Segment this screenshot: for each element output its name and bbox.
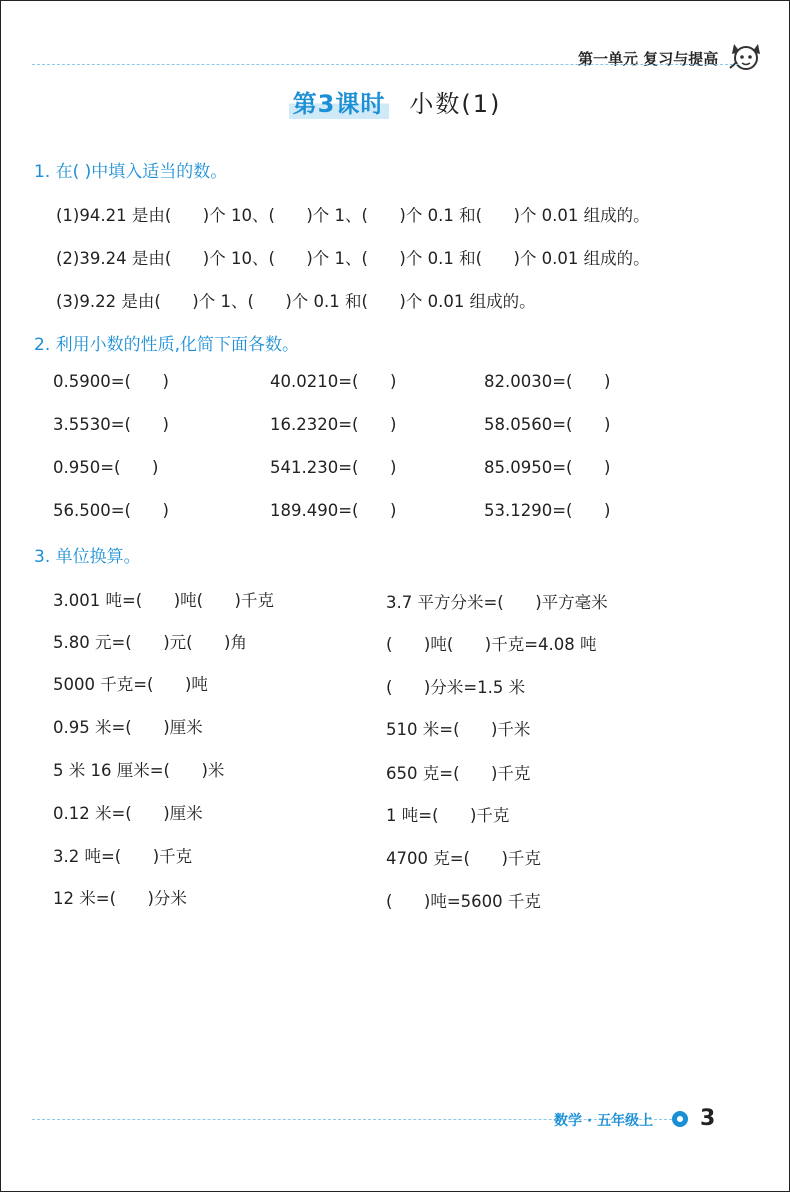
q2-item: 541.230=( )	[270, 458, 397, 477]
q3-item: 12 米=( )分米	[53, 889, 187, 908]
question-2-title: 2. 利用小数的性质,化简下面各数。	[34, 335, 300, 355]
q3-item: 1 吨=( )千克	[386, 806, 510, 825]
q3-item: ( )吨( )千克=4.08 吨	[386, 635, 597, 654]
footer-subject: 数学 · 五年级上	[554, 1113, 654, 1129]
unit-title: 第一单元 复习与提高	[578, 50, 719, 68]
q2-item: 3.5530=( )	[53, 415, 169, 434]
q1-item: (2)39.24 是由( )个 10、( )个 1、( )个 0.1 和( )个 0.01 组成的。	[56, 249, 650, 268]
q2-item: 189.490=( )	[270, 501, 397, 520]
q3-item: 4700 克=( )千克	[386, 849, 541, 868]
q1-item: (1)94.21 是由( )个 10、( )个 1、( )个 0.1 和( )个 0.01 组成的。	[56, 206, 650, 225]
q2-item: 0.950=( )	[53, 458, 159, 477]
q2-item: 40.0210=( )	[270, 372, 397, 391]
question-1-title: 1. 在( )中填入适当的数。	[34, 162, 228, 182]
q3-item: 5 米 16 厘米=( )米	[53, 761, 225, 780]
circle-bullet-icon	[672, 1111, 688, 1127]
lesson-topic: 小数(1)	[409, 90, 502, 118]
page-title	[0, 84, 790, 119]
lesson-label: 第3课时	[289, 84, 390, 119]
q2-item: 0.5900=( )	[53, 372, 169, 391]
q3-item: ( )吨=5600 千克	[386, 892, 541, 911]
q3-item: 510 米=( )千米	[386, 720, 531, 739]
q3-item: 5.80 元=( )元( )角	[53, 633, 247, 652]
q3-item: 0.12 米=( )厘米	[53, 804, 203, 823]
q3-item: 3.7 平方分米=( )平方毫米	[386, 593, 608, 612]
mascot-icon	[728, 38, 764, 74]
q3-item: 3.2 吨=( )千克	[53, 847, 193, 866]
q2-item: 56.500=( )	[53, 501, 169, 520]
page-number: 3	[700, 1106, 716, 1131]
q3-item: 5000 千克=( )吨	[53, 675, 208, 694]
q2-item: 82.0030=( )	[484, 372, 611, 391]
q2-item: 58.0560=( )	[484, 415, 611, 434]
question-3-title: 3. 单位换算。	[34, 547, 141, 567]
q1-item: (3)9.22 是由( )个 1、( )个 0.1 和( )个 0.01 组成的。	[56, 292, 536, 311]
q3-item: 650 克=( )千克	[386, 764, 531, 783]
header-divider	[32, 64, 738, 65]
q2-item: 85.0950=( )	[484, 458, 611, 477]
q3-item: 3.001 吨=( )吨( )千克	[53, 591, 274, 610]
q3-item: ( )分米=1.5 米	[386, 678, 526, 697]
q2-item: 53.1290=( )	[484, 501, 611, 520]
q3-item: 0.95 米=( )厘米	[53, 718, 203, 737]
q2-item: 16.2320=( )	[270, 415, 397, 434]
